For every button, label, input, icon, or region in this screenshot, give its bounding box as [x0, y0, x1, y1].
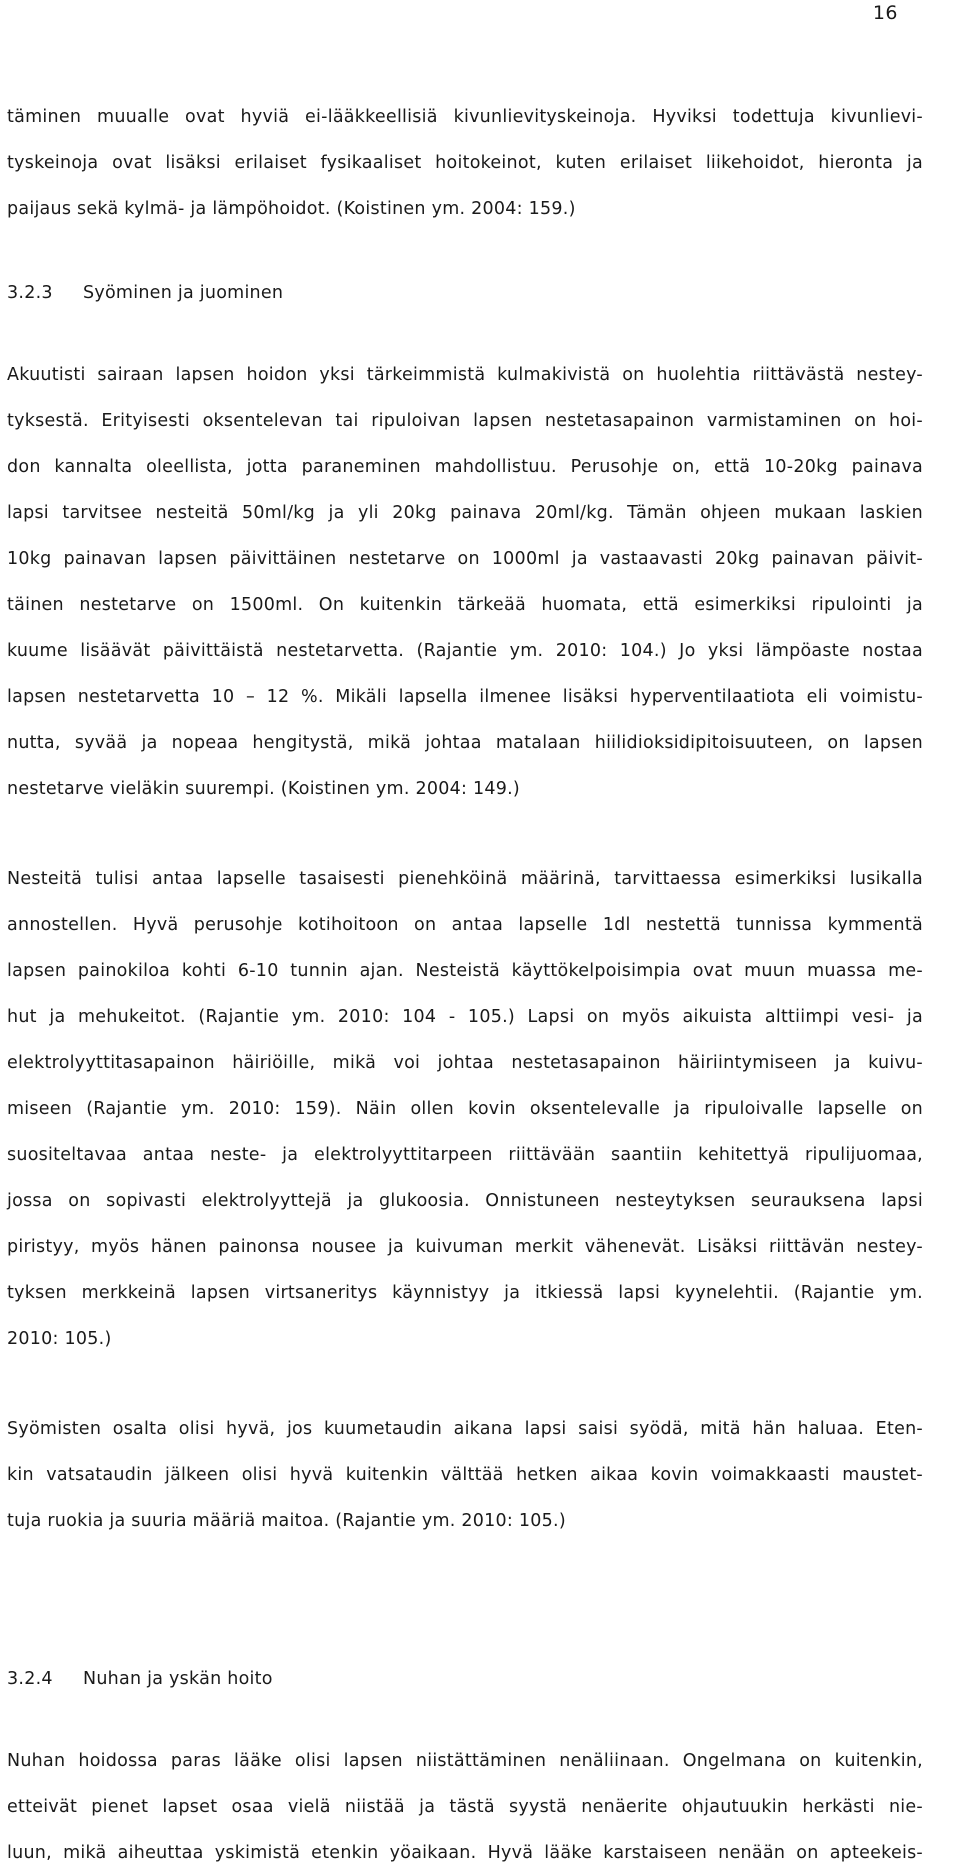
- section-title: Nuhan ja yskän hoito: [83, 1669, 273, 1689]
- text-line: lapsen painokiloa kohti 6-10 tunnin ajan. Nesteistä käyttökelpoisimpia ovat muun muassa me-: [7, 961, 923, 981]
- text-line: täinen nestetarve on 1500ml. On kuitenkin tärkeää huomata, että esimerkiksi ripulointi ja: [7, 595, 923, 615]
- page-number: 16: [872, 2, 898, 24]
- paragraph-eating: [7, 1406, 923, 1544]
- text-line: tyskeinoja ovat lisäksi erilaiset fysikaaliset hoitokeinot, kuten erilaiset liikehoidot, hieronta ja: [7, 153, 923, 173]
- text-line: Syömisten osalta olisi hyvä, jos kuumetaudin aikana lapsi saisi syödä, mitä hän haluaa. Eten-: [7, 1419, 923, 1439]
- text-line: kuume lisäävät päivittäistä nestetarvetta. (Rajantie ym. 2010: 104.) Jo yksi lämpöaste nostaa: [7, 641, 923, 661]
- text-line: don kannalta oleellista, jotta paraneminen mahdollistuu. Perusohje on, että 10-20kg painava: [7, 457, 923, 477]
- paragraph-giving-fluids: [7, 856, 923, 1362]
- text-line: luun, mikä aiheuttaa yskimistä etenkin yöaikaan. Hyvä lääke karstaiseen nenään on apteekeis-: [7, 1843, 923, 1863]
- text-line: miseen (Rajantie ym. 2010: 159). Näin ollen kovin oksentelevalle ja ripuloivalle lapselle on: [7, 1099, 923, 1119]
- text-line: Akuutisti sairaan lapsen hoidon yksi tärkeimmistä kulmakivistä on huolehtia riittävästä nestey-: [7, 365, 923, 385]
- text-line: tyksen merkkeinä lapsen virtsaneritys käynnistyy ja itkiessä lapsi kyynelehtii. (Rajantie ym.: [7, 1283, 923, 1303]
- section-heading-3-2-3: [7, 270, 923, 316]
- page-content: [7, 94, 923, 1876]
- text-line: elektrolyyttitasapainon häiriöille, mikä voi johtaa nestetasapainon häiriintymiseen ja kuivu-: [7, 1053, 923, 1073]
- text-line: 2010: 105.): [7, 1329, 112, 1349]
- section-title: Syöminen ja juominen: [83, 283, 284, 303]
- text-line: suositeltavaa antaa neste- ja elektrolyyttitarpeen riittävään saantiin kehitettyä ripulijuomaa,: [7, 1145, 923, 1165]
- paragraph-runny-nose-care: [7, 1738, 923, 1876]
- paragraph-hydration-needs: [7, 352, 923, 812]
- text-line: piristyy, myös hänen painonsa nousee ja kuivuman merkit vähenevät. Lisäksi riittävän nestey-: [7, 1237, 923, 1257]
- text-line: täminen muualle ovat hyviä ei-lääkkeellisiä kivunlievityskeinoja. Hyviksi todettuja kivunlievi-: [7, 107, 923, 127]
- text-line: tuja ruokia ja suuria määriä maitoa. (Rajantie ym. 2010: 105.): [7, 1511, 566, 1531]
- text-line: nutta, syvää ja nopeaa hengitystä, mikä johtaa matalaan hiilidioksidipitoisuuteen, on lapsen: [7, 733, 923, 753]
- text-line: paijaus sekä kylmä- ja lämpöhoidot. (Koistinen ym. 2004: 159.): [7, 199, 576, 219]
- paragraph-pain-relief-methods: [7, 94, 923, 232]
- section-number: 3.2.4: [7, 1669, 53, 1689]
- text-line: 10kg painavan lapsen päivittäinen nestetarve on 1000ml ja vastaavasti 20kg painavan päivit-: [7, 549, 923, 569]
- section-heading-3-2-4: [7, 1656, 923, 1702]
- text-line: jossa on sopivasti elektrolyyttejä ja glukoosia. Onnistuneen nesteytyksen seurauksena lapsi: [7, 1191, 923, 1211]
- text-line: Nuhan hoidossa paras lääke olisi lapsen niistättäminen nenäliinaan. Ongelmana on kuitenkin,: [7, 1751, 923, 1771]
- text-line: kin vatsataudin jälkeen olisi hyvä kuitenkin välttää hetken aikaa kovin voimakkaasti maustet-: [7, 1465, 923, 1485]
- text-line: hut ja mehukeitot. (Rajantie ym. 2010: 104 - 105.) Lapsi on myös aikuista alttiimpi vesi- ja: [7, 1007, 923, 1027]
- text-line: lapsi tarvitsee nesteitä 50ml/kg ja yli 20kg painava 20ml/kg. Tämän ohjeen mukaan laskien: [7, 503, 923, 523]
- text-line: lapsen nestetarvetta 10 – 12 %. Mikäli lapsella ilmenee lisäksi hyperventilaatiota eli voimistu-: [7, 687, 923, 707]
- text-line: nestetarve vieläkin suurempi. (Koistinen ym. 2004: 149.): [7, 779, 520, 799]
- text-line: etteivät pienet lapset osaa vielä niistää ja tästä syystä nenäerite ohjautuukin herkästi nie-: [7, 1797, 923, 1817]
- section-number: 3.2.3: [7, 283, 53, 303]
- text-line: annostellen. Hyvä perusohje kotihoitoon on antaa lapselle 1dl nestettä tunnissa kymmentä: [7, 915, 923, 935]
- text-line: Nesteitä tulisi antaa lapselle tasaisesti pienehköinä määrinä, tarvittaessa esimerkiksi lusikalla: [7, 869, 923, 889]
- text-line: tyksestä. Erityisesti oksentelevan tai ripuloivan lapsen nestetasapainon varmistaminen on hoi-: [7, 411, 923, 431]
